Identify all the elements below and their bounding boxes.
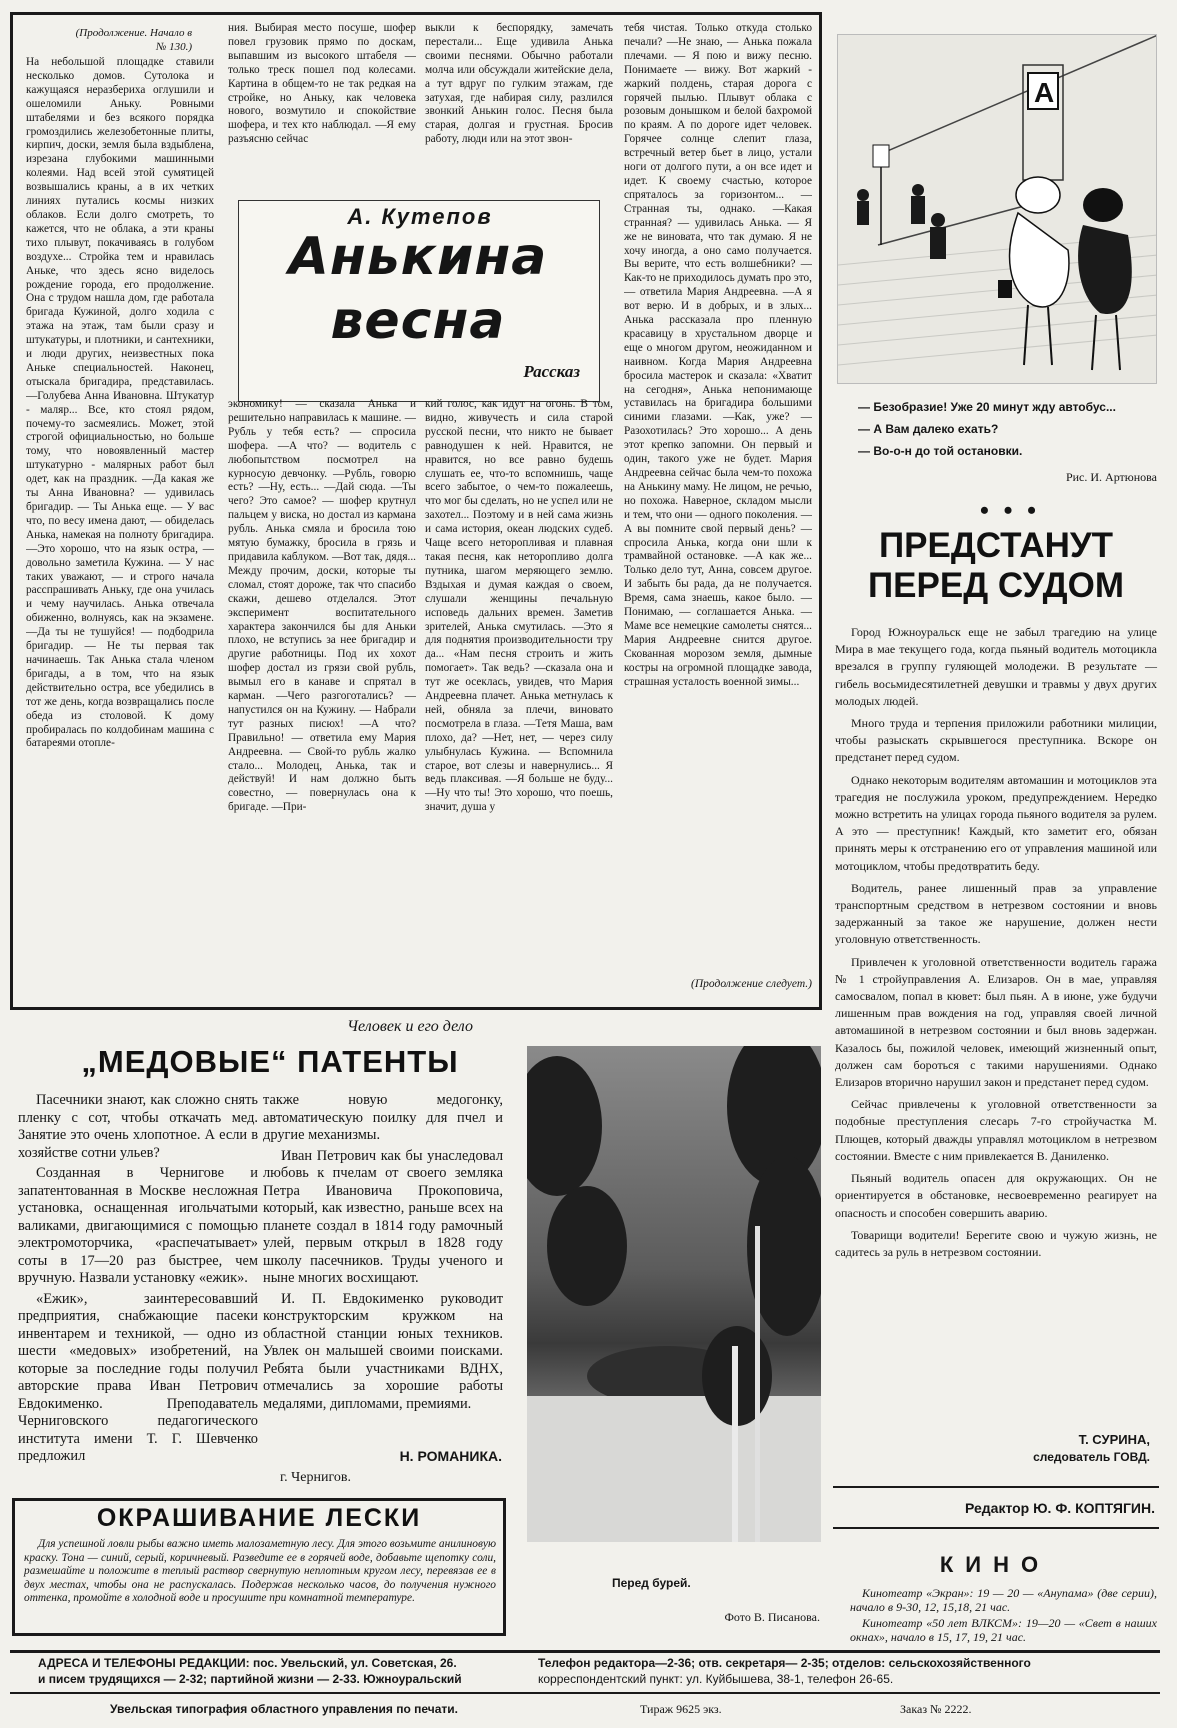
story-title-line2: весна: [330, 291, 506, 351]
photo-credit: Фото В. Писанова.: [724, 1610, 820, 1624]
story-column-1: На небольшой площадке ставили несколько домов. Сутолока и кажущаяся неразбериха оглушили и ошеломили Аньку. Ровными штабелями и без всякого порядка громоздились железобетонные плиты, кирпич, доски, земля была вздыблена, изрезана глубокими машинными колеями. Над всей этой сумятицей возвышались краны, а в их четких линиях путались космы низких облаков. Если долго смотреть, то кажется, что не облака, а эти краны тихо плывут, покачиваясь в голубом воздухе... Стройка тем и нравилась Аньке, что здесь ясно виделось рождение города, его продолжение. Она с трудом нашла дом, где работала бригада Кужиной, долго ходила с этажа на этаж, там были сразу и штукатуры, и плотники, и сантехники, и люди других, неизвестных пока Аньке специальностей. Наконец, отыскала бригадира, представилась. —Голубева Анна Ивановна. Штукатур - маляр... Все, кто стоял рядом, почему-то засмеялись. Может, этой строгой официальностью, но больше тому, что новоявленный мастер штукатурно - малярных работ был одет, как на праздник. —Да какая же ты Анна Ивановна? — удивилась бригадир. — Ты Анька еще. — У вас что, по весу имена дают, — обиделась Анька, намекая на полноту бригадира. —Это хорошо, что на язык остра, — довольно заметила Кужина. — У нас таких уважают, — и строго начала расспрашивать Аньку, где она училась и чему научилась. Анька отвечала обиженно, волнуясь, как на экзамене. —Да ты не тушуйся! — подбодрила бригадир. — Не ты первая так начинаешь. Так Анька стала членом бригады, а в том, что на язык действительно остра, все убедились в тот же день, когда возвращались после обеда из столовой. К дому пробиралась по колдобинам машина с батареями отопле-: [26, 56, 214, 750]
photo-caption: Перед бурей.: [612, 1576, 691, 1590]
footer-rule-top: [10, 1650, 1160, 1653]
footer-address-2: и писем трудящихся — 2-32; партийной жизни — 2-33. Южноуральский: [38, 1672, 462, 1686]
story-author: А. Кутепов: [347, 204, 493, 229]
footer-tirazh: Тираж 9625 экз.: [640, 1702, 722, 1716]
patents-rubric: Человек и его дело: [347, 1018, 473, 1035]
story-genre: Рассказ: [523, 362, 580, 381]
story-continued: (Продолжение. Начало в № 130.): [75, 27, 192, 53]
patents-right-column: также новую медогонку, автоматическую поилку для пчел и другие механизмы. Иван Петрович как бы унаследовал любовь к пчелам от своего земляка Петра Ивановича Прокоповича, который, как известно, раньше всех на планете создал в 1814 году рамочный улей, первым открыл в 1828 году школу пасечников. Труды ученого и ныне многих восхищают. И. П. Евдокименко руководит конструкторским кружком на областной станции юных техников. Увлек он малышей своими поисками. Ребята были участниками ВДНХ, отмечались за хорошие работы медалями, дипломами, премиями.: [263, 1092, 503, 1412]
story-column-2-top: ния. Выбирая место посуше, шофер повел грузовик прямо по доскам, выпавшим из высокого штабеля — только треск пошел под колесами. Картина в общем-то не так редкая на стройке, но Аньку, как человека нового, возмутило и спокойствие шофера, и тех кто наблюдал. —Я ему разъясню сейчас: [228, 22, 416, 146]
footer-phone-1: Телефон редактора—2-36; отв. секретаря— 2-35; отделов: сельскохозяйственного: [538, 1656, 1031, 1670]
editor-rule-bottom: [833, 1527, 1159, 1529]
cartoon-sign: А: [1034, 77, 1055, 108]
patents-left-column: Пасечники знают, как сложно снять пленку с сот, чтобы откачать мед. Занятие это очень хлопотное. А если в хозяйстве сотни ульев? Созданная в Чернигове и запатентованная в Москве несложная установка, оснащенная игольчатыми валиками, двигающимися с помощью электромоторчика, «распечатывает» соты в 17—20 раз быстрее, чем вручную. Назвали установку «ежик». «Ежик», заинтересовавший предприятия, снабжающие пасеки инвентарем и техникой, — одно из шести «медовых» изобретений, на которые за последние годы получил авторские права Иван Петрович Евдокименко. Преподаватель Черниговского педагогического института имени Т. Г. Шевченко предложил: [18, 1092, 258, 1464]
footer-rule-mid: [10, 1692, 1160, 1694]
story-column-3-bottom: кий голос, как идут на огонь. В том, видно, живучесть и сила старой русской песни, что никто не бывает равнодушен к ней. Нравится, не нравится, но все равно будешь слушать ее, что-то вспомнишь, чаще всего забытое, о чем-то пожалеешь, что мог бы сделать, но не успел или не захотел... Поэтому и в ней сама жизнь и сама история, океан людских судеб. Чаще всего неторопливая и плавная такая песня, как неторопливо долга путника, шагом меряющего землю. Вздыхая и думая каждая о своем, слушали женщины печальную исповедь дальних времен. Заметив зрителей, Анька смутилась. —Это я для поднятия производительности тру да... «Нам песня строить и жить помогает». Так ведь? —сказала она и тут же осеклась, увидев, что Мария Андреевна плачет. Анька метнулась к ней, обняла за плечи, виновато посмотрела в глаза. —Тетя Маша, вам плохо, да? —Нет, нет, — через силу улыбнулась Кужина. — Вспомнила старое, вот слезы и навернулись... Я ведь плаксивая. —Я больше не буду... —Ну что ты! Это хорошо, что поешь, значит, душа у: [425, 398, 613, 814]
cartoon-line-3: — Во-о-н до той остановки.: [858, 444, 1023, 458]
patents-author: Н. РОМАНИКА.: [399, 1448, 502, 1464]
storm-photo-image: [527, 1046, 821, 1542]
cartoon-credit: Рис. И. Артюнова: [1065, 470, 1157, 484]
story-column-4: тебя чистая. Только откуда столько печали? —Не знаю, — Анька пожала плечами. — Я пою и вижу песню. Понимаете — вижу. Вот жаркий - жаркий полдень, старая дорога с горячей пылью. Плывут облака с розовым донышком и белой бахромой по краям. А по дороге идет человек. Горячее солнце слепит глаза, встречный ветер бьет в лицо, устали ноги от долгого пути, а он все идет и идет. К своему счастью, которое спряталось за горизонтом... —Странная ты, однако. —Какая странная? — удивилась Анька. — Я же не виновата, что так думаю. Я не хочу иногда, а оно само получается. Вы верите, что есть волшебники? — Как-то не приходилось думать про это, — ответила Мария Андреевна. —А я вот верю. И в добрых, и в злых... Анька рассказала про пленную красавицу в хрустальном дворце и еще о многом другом, неожиданном и наивном. Когда Мария Андреевна бросила мастерок и сказала: «Хватит на сегодня», Анька непонимающе уставилась на бригадира большими синими глазами. —Как, уже? —Разохотилась? Это хорошо... А день этот крепко запомни. Он первый и один, такого уже не будет. Мария Андреевна сейчас была чем-то похожа на Анькину маму. Не лицом, не речью, но похожа. Наверное, складом мысли и тем, что они — одного поколения. —А вы помните свой первый день? — спросила Анька, когда они шли к трамвайной остановке. —А как же... Только дело тут, Анна, совсем другое. И забыть бы рада, да не получается. Время, сама знаешь, какое было. — Понимаю, — соглашается Анька. — Маме все немецкие самолеты снятся... Мария Андреевне снится другое. Скованная морозом земля, дымные костры на огромной площадке завода, страшная усталость военной зимы...: [624, 22, 812, 688]
court-title-line2: ПЕРЕД СУДОМ: [868, 566, 1124, 605]
editor: Редактор Ю. Ф. КОПТЯГИН.: [965, 1500, 1155, 1516]
line-title: ОКРАШИВАНИЕ ЛЕСКИ: [96, 1504, 422, 1532]
cartoon-drawing: [838, 35, 1157, 384]
court-title-line1: ПРЕДСТАНУТ: [878, 526, 1114, 565]
footer-printer: Увельская типография областного управления по печати.: [110, 1702, 459, 1716]
footer-address-1: АДРЕСА И ТЕЛЕФОНЫ РЕДАКЦИИ: пос. Увельский, ул. Советская, 26.: [38, 1656, 457, 1670]
cartoon-line-1: — Безобразие! Уже 20 минут жду автобус...: [858, 400, 1116, 414]
line-text: Для успешной ловли рыбы важно иметь малозаметную лесу. Для этого возьмите анилиновую краску. Тона — синий, серый, коричневый. Разведите ее в горячей воде, добавьте щепотку соли, размешайте и положите в теплый раствор свернутую неплотным кругом лесу, перевязав ее в двух местах, чтобы она не распускалась. Подержав несколько часов, до получения нужного оттенка, промойте в холодной воде и просушите при комнатной температуре.: [24, 1538, 496, 1605]
patents-title: „МЕДОВЫЕ“ ПАТЕНТЫ: [81, 1044, 459, 1079]
kino-listing-2: Кинотеатр «50 лет ВЛКСМ»: 19—20 — «Свет в наших окнах», начало в 15, 17, 19, 21 час.: [850, 1616, 1157, 1644]
court-dots: • • •: [979, 496, 1041, 525]
footer-order: Заказ № 2222.: [900, 1702, 972, 1716]
story-to-be-continued: (Продолжение следует.): [691, 978, 812, 990]
story-title-line1: Анькина: [288, 227, 548, 287]
kino-title: КИНО: [939, 1552, 1051, 1577]
cartoon-caption: [858, 398, 1158, 461]
cartoon-illustration: [837, 34, 1157, 384]
editor-rule-top: [833, 1486, 1159, 1488]
court-author: Т. СУРИНА,: [1078, 1432, 1150, 1447]
storm-photo: [527, 1046, 821, 1542]
cartoon-line-2: — А Вам далеко ехать?: [858, 422, 999, 436]
story-column-2-bottom: экономику! — сказала Анька и решительно направилась к машине. —Рубль у тебя есть? — спросила шофера. —А что? — водитель с любопытством посмотрел на курносую девчонку. —Рубль, говорю есть? —Ну, есть... —Дай сюда. —Ты чего? Это самое? — шофер крутнул пальцем у виска, но достал из кармана рубль. Анька смяла и бросила тою мятую бумажку, бросила в грязь и придавила каблуком. —Вот так, дядя... Между прочим, доски, которые ты сломал, стоят дороже, так что спасибо скажи, дешево отделался. Этот эксперимент воспитательного характера закончился бы для Аньки плохо, не вступись за нее бригадир и другие работницы. Под их хохот шофер достал из грязи свой рубль, вымыл его в канаве и спрятал в карман. —Чего разгоготались? — напустился он на Кужину. — Набрали тут разных писюх! —А что? Правильно! — ответила ему Мария Андреевна. — Свой-то рубль жалко стало... Молодец, Анька, так и действуй! И нам должно быть совестно, — повернулась она к бригаде. —При-: [228, 398, 416, 814]
story-column-3-top: выкли к беспорядку, замечать перестали... Еще удивила Анька своими песнями. Обычно работали молча или обсуждали житейские дела, а тут вдруг по гулким этажам, где затухая, где набирая силу, разлился звонкий Анькин голос. Песня была старая, долгая и грустная. Бросив работу, люди или на этот звон-: [425, 22, 613, 146]
court-author-title: следователь ГОВД.: [1033, 1450, 1150, 1464]
kino-listing-1: Кинотеатр «Экран»: 19 — 20 — «Анупама» (две серии), начало в 9-30, 12, 15,18, 21 час.: [850, 1586, 1157, 1614]
court-body: Город Южноуральск еще не забыл трагедию на улице Мира в мае текущего года, когда пьяный водитель мотоцикла врезался в группу гуляющей молодежи. В результате — гибель восьмидесятилетней девушки и травмы у двух других молодых людей. Много труда и терпения приложили работники милиции, чтобы разыскать скрывшегося преступника. Вскоре он предстанет перед судом. Однако некоторым водителям автомашин и мотоциклов эта трагедия не послужила уроком, предупреждением. Нередко можно встретить на улицах города пьяного водителя за рулем. А это — преступник! Каждый, кто заметит его, обязан принять меры к отстранению его от управления машиной или мотоциклом, чтобы предотвратить беду. Водитель, ранее лишенный прав за управление транспортным средством в нетрезвом состоянии и вновь задержанный за такое же нарушение, должен нести уголовную ответственность. Привлечен к уголовной ответственности водитель гаража № 1 стройуправления А. Елизаров. Он в мае, управляя самосвалом, попал в кювет: был пьян. А в июне, уже будучи лишенным прав вождения на год, управляя своей личной автомашиной в нетрезвом состоянии и был вновь задержан. Казалось бы, пожилой человек, имеющий жизненный опыт, должен сам бороться с такими нарушениями. Однако Елизаров вторично нарушил закон и предстанет перед судом. Сейчас привлечены к уголовной ответственности за подобные преступления слесарь 7-го стройучастка М. Плющев, который дважды управлял мотоциклом в нетрезвом состоянии. Вместе с ним привлекается В. Даниленко. Пьяный водитель опасен для окружающих. Он не ориентируется в обстановке, несвоевременно реагирует на опасность и способен совершить аварию. Товарищи водители! Берегите свою и чужую жизнь, не садитесь за руль в нетрезвом состоянии.: [835, 625, 1157, 1259]
patents-city: г. Чернигов.: [280, 1470, 351, 1485]
footer-phone-2: корреспондентский пункт: ул. Куйбышева, 38-1, телефон 26-65.: [538, 1672, 894, 1686]
